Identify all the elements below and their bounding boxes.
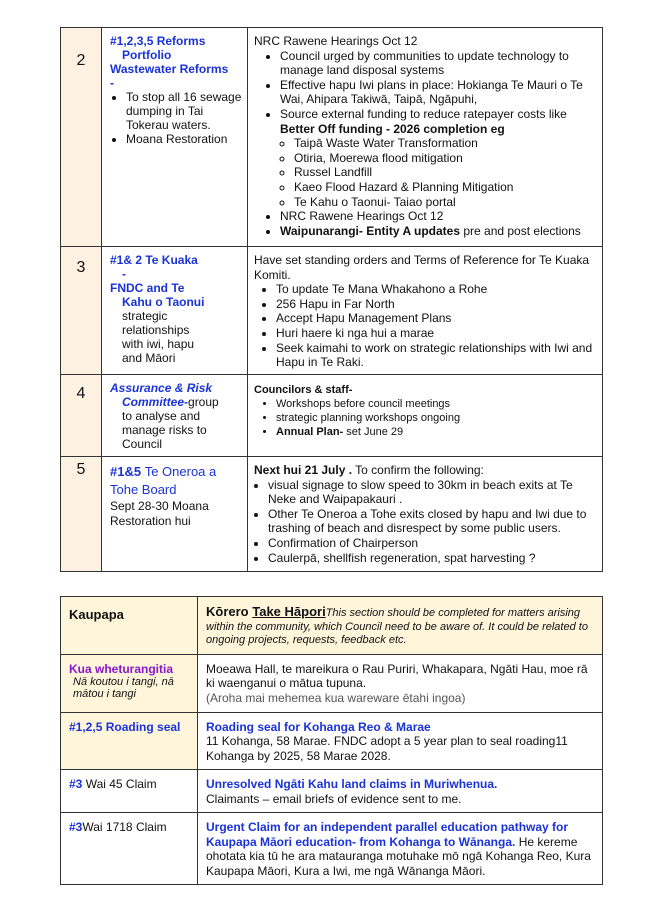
entity-bold: Waipunarangi- Entity A updates <box>280 223 461 238</box>
plan-bold: Annual Plan- <box>276 426 344 438</box>
sub-item: ◦ Taipā Waste Water Transformation <box>294 136 596 151</box>
korero-right-body: Moeawa Hall, te mareikura o Rau Puriri, Whakapara, Ngāti Hau, moe rā ki waenganui o mātua tupuna. <box>206 661 588 690</box>
korero-right <box>198 712 603 770</box>
row-number-label: 5 <box>76 461 86 478</box>
portfolio-sub: strategic <box>122 309 168 323</box>
portfolio-bullet: • Moana Restoration <box>126 132 243 146</box>
korero-row <box>61 654 603 712</box>
update-cell <box>248 375 603 457</box>
sub-item: ◦ Otiria, Moerewa flood mitigation <box>294 151 596 166</box>
portfolio-sub: manage risks to <box>122 423 207 437</box>
korero-left <box>61 712 198 770</box>
portfolio-sub: to analyse and <box>122 409 201 423</box>
update-intro-bold: Next hui 21 July . <box>254 463 353 477</box>
sub-item: ◦ Kaeo Flood Hazard & Planning Mitigation <box>294 180 596 195</box>
portfolio-sub: Restoration hui <box>110 514 191 528</box>
update-item: • Accept Hapu Management Plans <box>276 311 596 326</box>
update-intro-line <box>254 463 596 478</box>
portfolio-bullet: • To stop all 16 sewage dumping in Tai Tokerau waters. <box>126 90 243 132</box>
row-number <box>61 375 102 457</box>
row-number <box>61 457 102 572</box>
update-item: • Seek kaimahi to work on strategic relationships with Iwi and Hapu in Te Raki. <box>276 341 596 370</box>
entity-rest: pre and post elections <box>460 223 581 238</box>
korero-row <box>61 770 603 813</box>
korero-note: This section should be completed for matters arising within the community, which Council need to be aware of. It could be related to ongoing projects, requests, feedback etc. <box>206 607 588 646</box>
portfolio-sub: relationships <box>122 323 190 337</box>
portfolio-title-1: Assurance & Risk <box>110 381 213 395</box>
update-item: • Caulerpā, shellfish regeneration, spat harvesting ? <box>268 551 596 566</box>
update-item: • visual signage to slow speed to 30km in beach exits at Te Neke and Waipapakauri . <box>268 478 596 507</box>
update-cell <box>248 457 603 572</box>
korero-left-sub: Nā koutou i tangi, nā mātou i tangi <box>73 675 174 700</box>
portfolio-cell <box>102 457 248 572</box>
update-item <box>276 425 596 439</box>
agenda-row-2 <box>61 28 603 247</box>
update-heading: Councilors & staff- <box>254 384 353 396</box>
portfolio-title-rest: Te Oneroa a <box>144 464 217 479</box>
portfolio-cell <box>102 247 248 375</box>
korero-left-bold: #3 <box>69 820 83 834</box>
korero-header-right <box>198 597 603 655</box>
update-cell <box>248 247 603 375</box>
korero-left <box>61 654 198 712</box>
portfolio-sub: Sept 28-30 Moana <box>110 499 209 513</box>
agenda-row-3 <box>61 247 603 375</box>
update-item: • Other Te Oneroa a Tohe exits closed by hapu and Iwi due to trashing of beach and disrespect by some public users. <box>268 507 596 536</box>
korero-header-row <box>61 597 603 655</box>
update-item: • Confirmation of Chairperson <box>268 536 596 551</box>
korero-title: Kōrero <box>206 604 253 619</box>
korero-left-title: #1,2,5 Roading seal <box>69 719 181 734</box>
update-item: • strategic planning workshops ongoing <box>276 411 596 425</box>
korero-right-body: 11 Kohanga, 58 Marae. FNDC adopt a 5 year plan to seal roading11 Kohanga by 2025, 58 Marae 2028. <box>206 734 568 763</box>
portfolio-title-3: Wastewater Reforms <box>110 62 229 76</box>
korero-left-bold: #3 <box>69 777 83 791</box>
row-number-label: 3 <box>76 259 86 276</box>
row-number <box>61 247 102 375</box>
korero-right <box>198 770 603 813</box>
korero-row <box>61 813 603 885</box>
agenda-row-5 <box>61 457 603 572</box>
korero-right-title: Urgent Claim for an independent parallel education pathway for Kaupapa Māori education- from Kohanga to Wānanga. <box>206 820 569 849</box>
portfolio-title-1: #1& 2 Te Kuaka <box>110 253 198 267</box>
row-number-label: 2 <box>76 52 86 69</box>
portfolio-cell <box>102 375 248 457</box>
update-intro: Have set standing orders and Terms of Reference for Te Kuaka Komiti. <box>254 253 590 282</box>
sub-item: ◦ Russel Landfill <box>294 165 596 180</box>
sub-item: ◦ Te Kahu o Taonui- Taiao portal <box>294 195 596 210</box>
korero-right-note: (Aroha mai mehemea kua wareware ētahi ingoa) <box>206 690 466 705</box>
korero-left <box>61 813 198 885</box>
update-item: • To update Te Mana Whakahono a Rohe <box>276 282 596 297</box>
korero-title-underlined: Take Hāpori <box>252 604 326 619</box>
update-item: • NRC Rawene Hearings Oct 12 <box>280 209 596 224</box>
update-cell <box>248 28 603 247</box>
korero-left <box>61 770 198 813</box>
portfolio-title-2: Portfolio <box>122 48 172 62</box>
update-item: • 256 Hapu in Far North <box>276 297 596 312</box>
update-item <box>280 224 596 239</box>
portfolio-title-1: #1,2,3,5 Reforms <box>110 34 206 48</box>
portfolio-title-rest: group <box>188 395 219 409</box>
korero-right-body: Claimants – email briefs of evidence sent to me. <box>206 791 462 806</box>
update-item: • Effective hapu Iwi plans in place: Hokianga Te Mauri o Te Wai, Ahipara Takiwā, Taipā, Ngāpuhi, <box>280 78 596 107</box>
portfolio-title-4: Kahu o Taonui <box>122 295 205 309</box>
plan-rest: set June 29 <box>343 426 404 438</box>
update-item: • Workshops before council meetings <box>276 397 596 411</box>
row-number-label: 4 <box>76 385 86 402</box>
update-intro-rest: To confirm the following: <box>352 463 484 477</box>
korero-row <box>61 712 603 770</box>
portfolio-cell <box>102 28 248 247</box>
korero-right-title: Roading seal for Kohanga Reo & Marae <box>206 719 431 734</box>
update-item: • Huri haere ki nga hui a marae <box>276 326 596 341</box>
agenda-table <box>60 27 603 572</box>
portfolio-title-3: FNDC and Te <box>110 281 185 295</box>
portfolio-title-2-line <box>110 395 243 409</box>
agenda-row-4 <box>61 375 603 457</box>
korero-left-rest: Wai 1718 Claim <box>82 820 167 834</box>
funding-text: Source external funding to reduce ratepayer costs like <box>280 106 567 121</box>
update-item <box>280 107 596 209</box>
korero-header-left: Kaupapa <box>61 597 198 655</box>
korero-left-title: Kua wheturangitia <box>69 661 174 676</box>
funding-bold: Better Off funding - 2026 completion eg <box>280 121 505 136</box>
portfolio-title-2: Committee- <box>122 395 189 409</box>
portfolio-sub: Council <box>122 437 163 451</box>
portfolio-sub: and Māori <box>122 351 176 365</box>
portfolio-title-bold: #1&5 <box>110 464 145 479</box>
row-number <box>61 28 102 247</box>
update-item: • Council urged by communities to update technology to manage land disposal systems <box>280 49 596 78</box>
korero-right <box>198 654 603 712</box>
korero-right-body: He kereme ohotata kia tū he ara matauranga motuhake mō ngā Kohanga Reo, Kura Kaupapa Māori, Kura a Iwi, me ngā Wānanga Māori. <box>206 834 591 878</box>
korero-right <box>198 813 603 885</box>
portfolio-title-line <box>110 463 243 481</box>
portfolio-title-2: - <box>122 267 126 281</box>
update-intro: NRC Rawene Hearings Oct 12 <box>254 34 418 48</box>
korero-right-title: Unresolved Ngāti Kahu land claims in Muriwhenua. <box>206 777 498 791</box>
korero-table <box>60 596 603 885</box>
portfolio-title-4: - <box>110 76 114 90</box>
portfolio-sub: with iwi, hapu <box>122 337 195 351</box>
portfolio-title-2: Tohe Board <box>110 482 177 497</box>
korero-left-rest: Wai 45 Claim <box>82 777 157 791</box>
